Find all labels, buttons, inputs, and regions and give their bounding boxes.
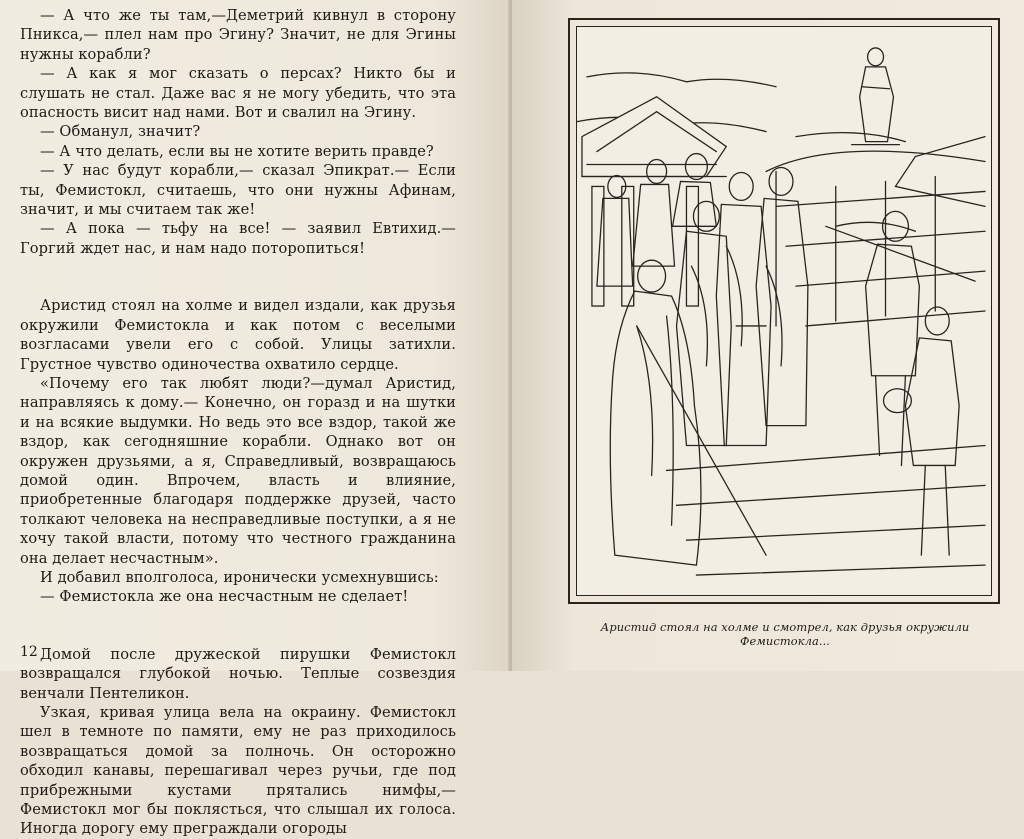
paragraph: Узкая, кривая улица вела на окраину. Фемистокл шел в темноте по памяти, ему не раз приходилось возвращаться домой за полночь. Он осторожно обходил канавы, перешагивал через ручьи, где под прибрежными кустами прятались нимфы,— Фемистокл мог бы поклясться, что слышал их голоса. Иногда дорогу ему преграждали огороды [20,704,456,838]
illustration [576,26,992,596]
left-page [0,0,510,838]
illustration-caption: Аристид стоял на холме и смотрел, как друзья окружили Фемистокла... [600,620,970,648]
paragraph: — А пока — тьфу на все! — заявил Евтихид.— Горгий ждет нас, и нам надо поторопиться! [20,220,456,257]
paragraph: Аристид стоял на холме и видел издали, как друзья окружили Фемистокла и как потом с веселыми возгласами увели его с собой. Улицы затихли. Грустное чувство одиночества охватило сердце. [20,297,456,373]
paragraph: — У нас будут корабли,— сказал Эпикрат.— Если ты, Фемистокл, считаешь, что они нужны Афинам, значит, и мы считаем так же! [20,162,456,219]
paragraph: — А как я мог сказать о персах? Никто бы и слушать не стал. Даже вас я не могу убедить, что эта опасность висит над нами. Вот и свалил на Эгину. [20,65,456,122]
paragraph: Домой после дружеской пирушки Фемистокл возвращался глубокой ночью. Теплые созвездия венчали Пентеликон. [20,645,456,702]
page-number: 12 [20,644,38,660]
paragraph: И добавил вполголоса, иронически усмехнувшись: [40,568,439,586]
illustration-frame [568,18,1000,604]
paragraph: — А что делать, если вы не хотите верить правде? [40,142,434,160]
paragraph: — Фемистокла же она несчастным не сделает! [40,588,409,606]
paragraph: — А что же ты там,—Деметрий кивнул в сторону Пникса,— плел нам про Эгину? Значит, не для Эгины нужны корабли? [20,7,456,63]
body-text [20,6,456,839]
paragraph: — Обманул, значит? [40,123,201,141]
paragraph: «Почему его так любят люди?—думал Аристид, направляясь к дому.— Конечно, он горазд и на шутки и на всякие выдумки. Но ведь это все вздор, такой же вздор, как сегодняшние корабли. Однако вот он окружен друзьями, а я, Справедливый, возвращаюсь домой один. Впрочем, власть и влияние, приобретенные благодаря поддержке друзей, часто толкают человека на несправедливые поступки, а я не хочу такой власти, потому что честного гражданина она делает несчастным». [20,374,456,567]
ancient-greek-scene-illustration [577,27,991,595]
